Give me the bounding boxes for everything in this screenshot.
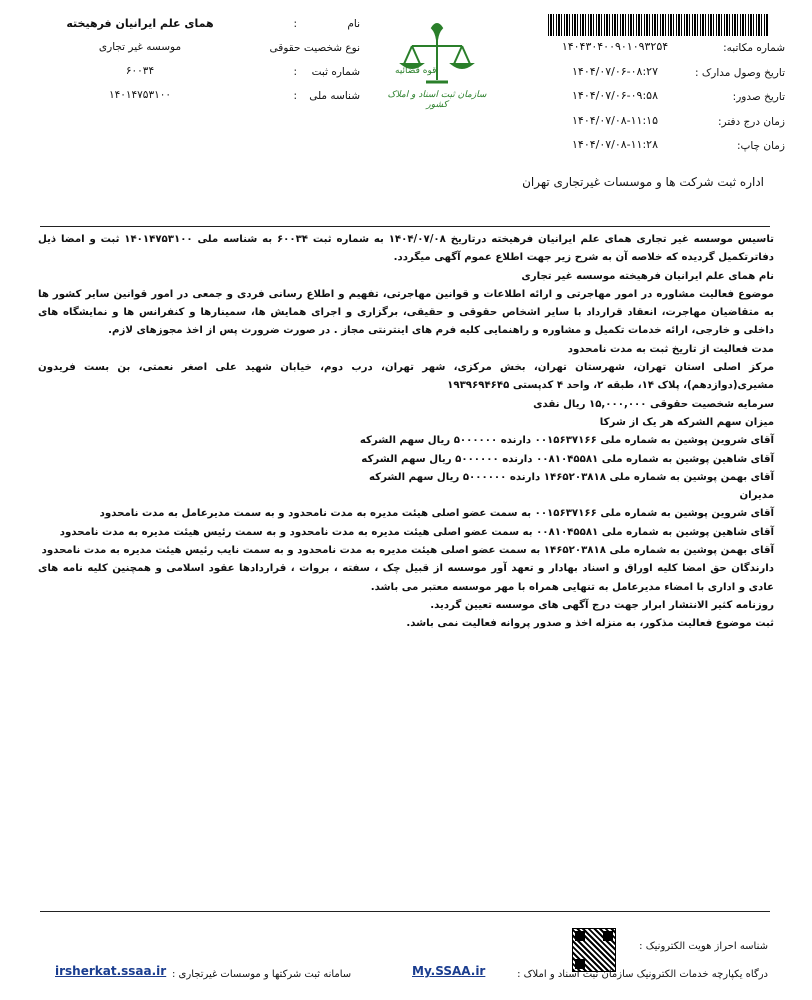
electronic-id-label: شناسه احراز هویت الکترونیک : xyxy=(639,941,768,952)
portal-label: درگاه یکپارچه خدمات الکترونیک سازمان ثبت اسناد و املاک : xyxy=(517,969,768,980)
meta-value: ۱۴۰۴/۰۷/۰۸-۱۱:۱۵ xyxy=(572,113,658,127)
name-line: نام همای علم ایرانیان فرهیخته موسسه غیر تجاری xyxy=(521,270,774,282)
meta-row-received xyxy=(540,63,785,88)
company-national-row xyxy=(60,86,360,110)
managers-title: مدیران xyxy=(739,490,774,502)
manager-item: آقای شروین پوشین به شماره ملی ۰۰۱۵۶۳۷۱۶۶ به سمت عضو اصلی هیئت مدیره به مدت نامحدود و به سمت مدیرعامل به مدت نامحدود xyxy=(99,508,774,520)
company-name-row xyxy=(60,14,360,38)
emblem-caption: سازمان ثبت اسناد و املاک کشور xyxy=(387,90,487,110)
correspondence-meta xyxy=(540,38,785,161)
signatories-paragraph: دارندگان حق امضا کلیه اوراق و اسناد بهادار و تعهد آور موسسه از قبیل چک ، سفته ، بروات ، قراردادها عقود اسلامی و همچنین کلیه نامه های عادی و اداری با امضاء مدیرعامل به تنهایی همراه با مهر موسسه معتبر می باشد. xyxy=(38,563,774,593)
shares-title: میزان سهم الشرکه هر یک از شرکا xyxy=(599,416,774,428)
meta-label: زمان درج دفتر: xyxy=(718,115,785,128)
meta-row-issued xyxy=(540,87,785,112)
footer-divider xyxy=(40,911,770,912)
office-title: اداره ثبت شرکت ها و موسسات غیرتجاری تهران xyxy=(522,175,764,189)
company-type-label: نوع شخصیت حقوقی xyxy=(269,42,360,54)
system-label: سامانه ثبت شرکتها و موسسات غیرتجاری : xyxy=(172,969,352,980)
company-national-value: ۱۴۰۱۴۷۵۳۱۰۰ xyxy=(108,89,172,101)
company-type-row xyxy=(60,38,360,62)
header-divider xyxy=(40,226,770,227)
meta-value: ۱۴۰۴/۰۷/۰۶-۰۸:۲۷ xyxy=(572,64,658,78)
meta-label: زمان چاپ: xyxy=(736,140,785,153)
meta-label: تاریخ صدور: xyxy=(732,91,785,104)
colon-separator: : xyxy=(293,90,297,102)
meta-row-registered xyxy=(540,112,785,137)
meta-value: ۱۴۰۴/۰۷/۰۸-۱۱:۲۸ xyxy=(572,138,658,152)
notice-body xyxy=(38,231,774,634)
qr-code-icon xyxy=(572,928,616,972)
note-line: ثبت موضوع فعالیت مذکور، به منزله اخذ و صدور پروانه فعالیت نمی باشد. xyxy=(406,618,774,630)
system-link[interactable]: irsherkat.ssaa.ir xyxy=(55,964,167,978)
meta-value: ۱۴۰۴۳۰۴۰۰۹۰۱۰۹۳۲۵۴ xyxy=(561,40,669,53)
portal-link[interactable]: My.SSAA.ir xyxy=(412,964,486,978)
share-item: آقای شروین پوشین به شماره ملی ۰۰۱۵۶۳۷۱۶۶ دارنده ۵۰۰۰۰۰۰ ریال سهم الشرکه xyxy=(359,435,774,447)
meta-label: شماره مکاتبه: xyxy=(723,42,785,54)
address-paragraph: مرکز اصلی استان تهران، شهرستان تهران، بخش مرکزی، شهر تهران، درب دوم، خیابان شهید علی اصغر نعمتی، بن بست فریدون مشیری(دوازدهم)، پلاک ۱۴، طبقه ۲، واحد ۴ کدپستی ۱۹۳۹۶۹۴۶۴۵ xyxy=(38,362,774,392)
meta-value: ۱۴۰۴/۰۷/۰۶-۰۹:۵۸ xyxy=(572,89,658,103)
company-name-value: همای علم ایرانیان فرهیخته xyxy=(66,17,214,30)
barcode-image xyxy=(548,14,768,36)
company-info xyxy=(60,14,360,110)
share-item: آقای شاهین پوشین به شماره ملی ۰۰۸۱۰۴۵۵۸۱ دارنده ۵۰۰۰۰۰۰ ریال سهم الشرکه xyxy=(361,453,774,465)
meta-row-printed xyxy=(540,136,785,161)
colon-separator: : xyxy=(293,18,297,30)
company-name-label: نام xyxy=(347,18,360,30)
emblem-subtitle: قوه قضائیه xyxy=(395,66,437,76)
meta-row-letter-number xyxy=(540,38,785,63)
share-item: آقای بهمن پوشین به شماره ملی ۱۴۶۵۲۰۳۸۱۸ دارنده ۵۰۰۰۰۰۰ ریال سهم الشرکه xyxy=(368,471,774,483)
company-type-value: موسسه غیر تجاری xyxy=(98,41,182,53)
company-national-label: شناسه ملی xyxy=(309,90,360,102)
newspaper-line: روزنامه کثیر الانتشار ابرار جهت درج آگهی های موسسه تعیین گردید. xyxy=(430,599,774,611)
company-reg-value: ۶۰۰۳۴ xyxy=(125,65,155,77)
capital-line: سرمایه شخصیت حقوقی ۱۵,۰۰۰,۰۰۰ ریال نقدی xyxy=(533,398,774,410)
meta-label: تاریخ وصول مدارک : xyxy=(694,66,785,79)
manager-item: آقای بهمن پوشین به شماره ملی ۱۴۶۵۲۰۳۸۱۸ به سمت عضو اصلی هیئت مدیره به مدت نامحدود و به سمت نایب رئیس هیئت مدیره به مدت نامحدود xyxy=(41,545,774,557)
intro-paragraph: تاسیس موسسه غیر تجاری همای علم ایرانیان فرهیخته درتاریخ ۱۴۰۴/۰۷/۰۸ به شماره ثبت ۶۰۰۳۴ به شناسه ملی ۱۴۰۱۴۷۵۳۱۰۰ ثبت و امضا ذیل دفاترتکمیل گردیده که خلاصه آن به شرح زیر جهت اطلاع عموم آگهی میگردد. xyxy=(38,234,774,264)
company-reg-row xyxy=(60,62,360,86)
colon-separator: : xyxy=(293,66,297,78)
company-reg-label: شماره ثبت xyxy=(311,66,360,78)
manager-item: آقای شاهین پوشین به شماره ملی ۰۰۸۱۰۴۵۵۸۱ به سمت عضو اصلی هیئت مدیره به مدت نامحدود و به سمت رئیس هیئت مدیره به مدت نامحدود xyxy=(59,526,774,538)
duration-line: مدت فعالیت از تاریخ ثبت به مدت نامحدود xyxy=(567,343,774,355)
activity-paragraph: موضوع فعالیت مشاوره در امور مهاجرتی و ارائه اطلاعات و قوانین مهاجرتی، تفهیم و اطلاع رسانی فردی و جمعی در امور قوانین سایر کشور ها به متقاضیان مهاجرت، انعقاد قرارداد با سایر اشخاص حقوقی و حقیقی، برگزاری و اجرای همایش ها، سمینارها و کنفرانس ها و نمایشگاه های داخلی و خارجی، ارائه خدمات تکمیل و مشاوره و راهنمایی کلیه فرم های اینترنتی مجاز . در صورت ضرورت پس از اخذ مجوزهای لازم. xyxy=(38,288,774,337)
